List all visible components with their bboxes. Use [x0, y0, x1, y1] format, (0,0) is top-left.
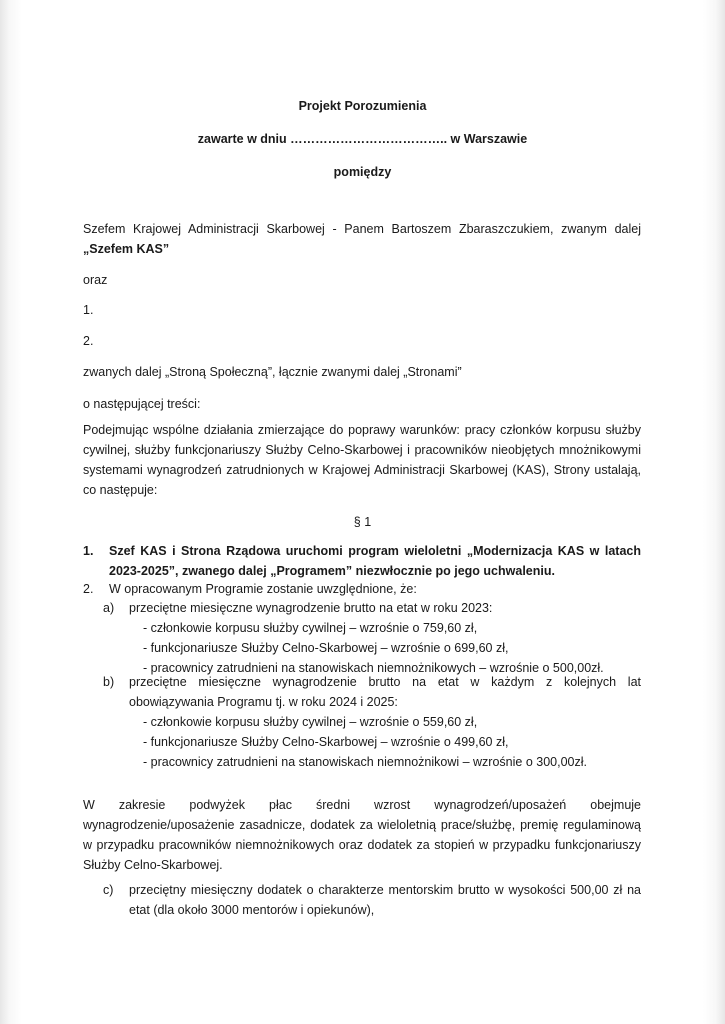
sub-item-b — [103, 672, 641, 772]
document-title: Projekt Porozumienia — [298, 99, 427, 113]
party-alias: „Szefem KAS” — [83, 242, 170, 256]
dash-line: - funkcjonariusze Służby Celno-Skarbowej – wzrośnie o 499,60 zł, — [143, 735, 509, 749]
sub-item-letter: a) — [103, 601, 115, 615]
list-item — [83, 541, 641, 581]
sub-item-text: przeciętne miesięczne wynagrodzenie brutto na etat w roku 2023: — [129, 601, 493, 615]
dash-line: - członkowie korpusu służby cywilnej – wzrośnie o 559,60 zł, — [143, 715, 478, 729]
list-item-number: 2. — [83, 582, 94, 596]
section-mark: § 1 — [353, 515, 372, 529]
list-item-text: Szef KAS i Strona Rządowa uruchomi program wieloletni „Modernizacja KAS w latach 2023-2025”, zwanego dalej „Programem” niezwłocznie po jego uchwaleniu. — [109, 544, 641, 578]
sub-item-letter: c) — [103, 883, 114, 897]
party-line: Szefem Krajowej Administracji Skarbowej - Panem Bartoszem Zbaraszczukiem, zwanym dalej — [83, 222, 641, 236]
dash-line: - pracownicy zatrudnieni na stanowiskach niemnożnikowych – wzrośnie o 500,00zł. — [143, 661, 604, 675]
party-number-2: 2. — [83, 334, 94, 348]
social-party-definition: zwanych dalej „Stroną Społeczną”, łącznie zwanymi dalej „Stronami” — [83, 365, 462, 379]
sub-item-text: przeciętny miesięczny dodatek o charakterze mentorskim brutto w wysokości 500,00 zł na etat (dla około 3000 mentorów i opiekunów), — [129, 883, 641, 917]
party-number-1: 1. — [83, 303, 94, 317]
party-paragraph — [83, 219, 641, 259]
dash-line: - pracownicy zatrudnieni na stanowiskach niemnożnikowi – wzrośnie o 300,00zł. — [143, 755, 587, 769]
sub-item-text: przeciętne miesięczne wynagrodzenie brutto na etat w każdym z kolejnych lat obowiązywania Programu tj. w roku 2024 i 2025: — [129, 675, 641, 709]
list-item-text: W opracowanym Programie zostanie uwzględnione, że: — [109, 582, 417, 596]
sub-item-c — [103, 880, 641, 920]
list-item — [83, 579, 641, 599]
dash-line: - członkowie korpusu służby cywilnej – wzrośnie o 759,60 zł, — [143, 621, 478, 635]
sub-item-a — [103, 598, 641, 678]
oraz-text: oraz — [83, 273, 108, 287]
intro-paragraph: Podejmując wspólne działania zmierzające do poprawy warunków: pracy członków korpusu służby cywilnej, służby funkcjonariuszy Służby Celno-Skarbowej i pracowników nieobjętych mnożnikowymi systemami wynagrodzeń zatrudnionych w Krajowej Administracji Skarbowej (KAS), Strony ustalają, co następuje: — [83, 423, 641, 497]
raise-scope-paragraph: W zakresie podwyżek płac średni wzrost wynagrodzeń/uposażeń obejmuje wynagrodzenie/uposażenie zasadnicze, dodatek za wieloletnią prace/służbę, premię regulaminową w przypadku pracowników niemnożnikowych oraz dodatek za stopień w przypadku funkcjonariuszy Służby Celno-Skarbowej. — [83, 798, 641, 872]
following-content-label: o następującej treści: — [83, 397, 201, 411]
list-item-number: 1. — [83, 544, 94, 558]
document-date-line: zawarte w dniu ……………………………….. w Warszawie — [197, 132, 528, 146]
dash-line: - funkcjonariusze Służby Celno-Skarbowej – wzrośnie o 699,60 zł, — [143, 641, 509, 655]
sub-item-letter: b) — [103, 675, 115, 689]
document-between: pomiędzy — [333, 165, 392, 179]
